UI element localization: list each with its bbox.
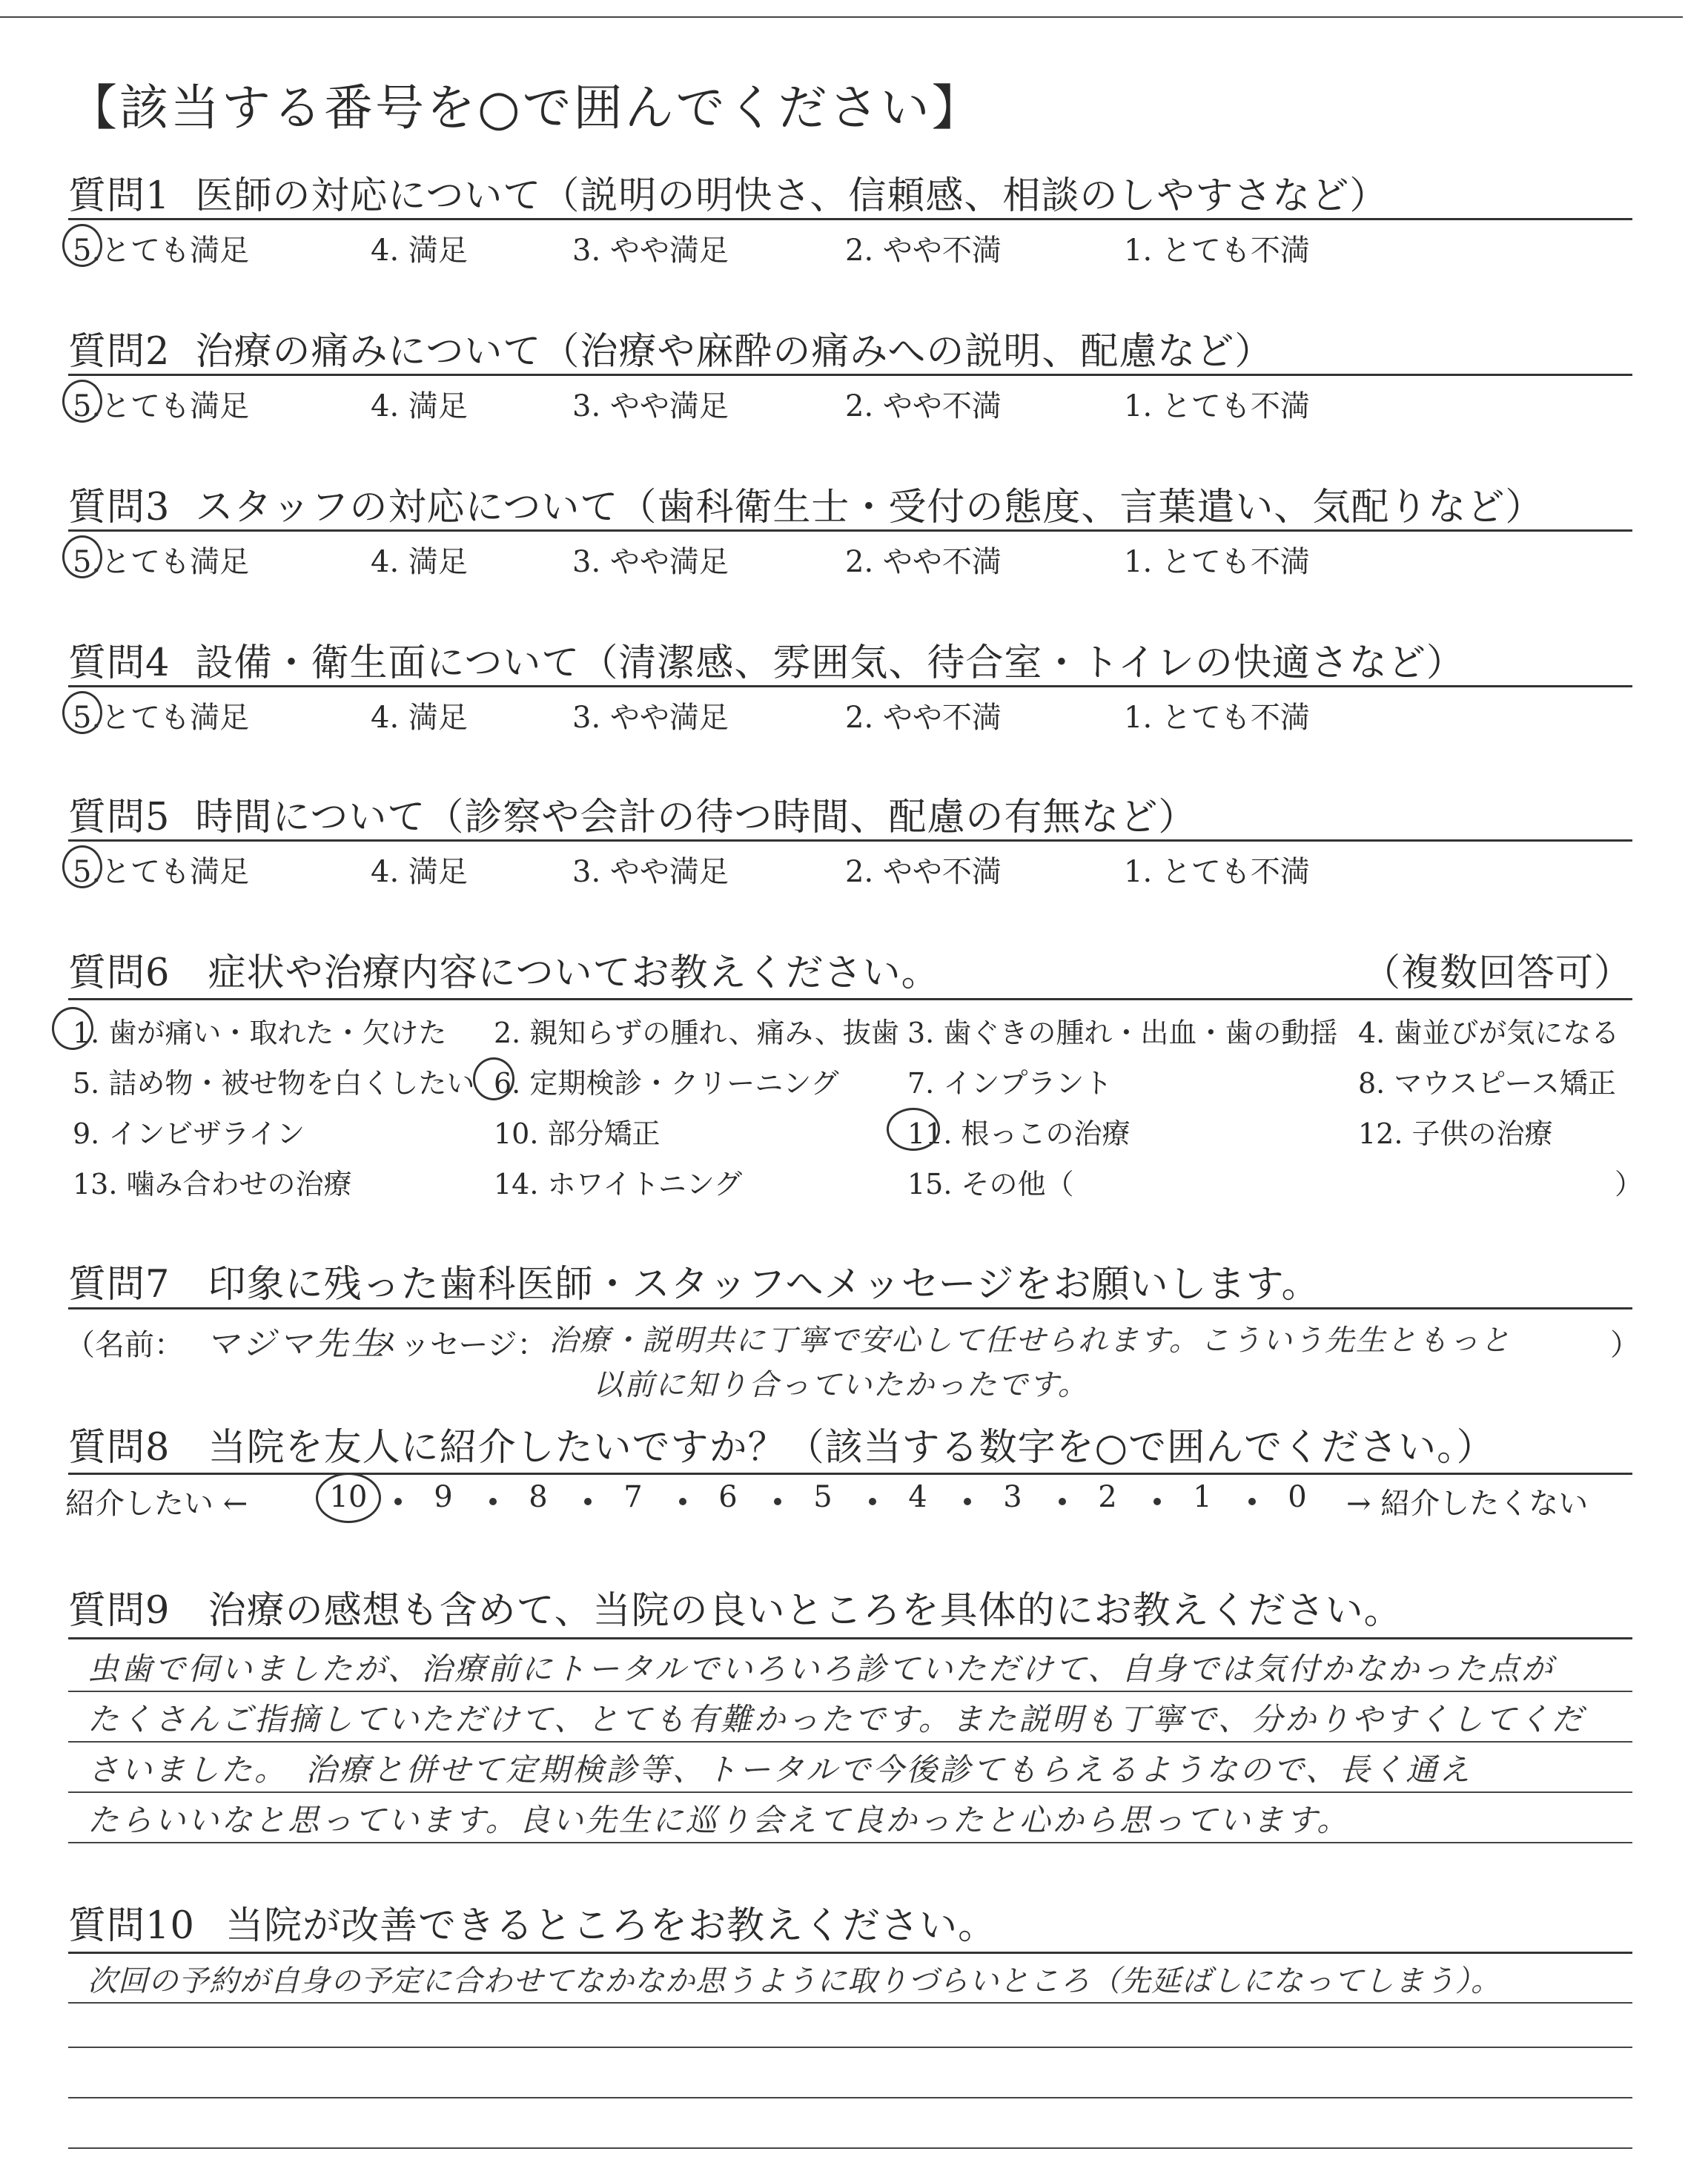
q10-blank-line xyxy=(68,2147,1632,2149)
q6-option[interactable]: 10. 部分矯正 xyxy=(494,1117,661,1150)
rating-option[interactable]: 4. 満足 xyxy=(371,545,468,579)
q6-option[interactable]: 7. インプラント xyxy=(907,1067,1113,1100)
question-label: 質問5 xyxy=(68,796,171,839)
q6-option[interactable]: ） xyxy=(1615,1168,1644,1200)
rating-option[interactable]: 1. とても不満 xyxy=(1124,855,1310,889)
scale-separator-dot xyxy=(394,1498,402,1505)
scale-number[interactable]: 0 xyxy=(1288,1480,1307,1514)
rating-option[interactable]: 2. やや不満 xyxy=(845,234,1002,268)
scale-separator-dot xyxy=(964,1498,971,1505)
q6-option[interactable]: 3. 歯ぐきの腫れ・出血・歯の動揺 xyxy=(907,1017,1338,1049)
rating-option[interactable]: 2. やや不満 xyxy=(845,701,1002,735)
question-rule xyxy=(68,685,1632,687)
handwritten-line[interactable]: 次回の予約が自身の予定に合わせてなかなか思うように取りづらいところ（先延ばしになってしまう）。 xyxy=(87,1964,1501,1998)
scale-number[interactable]: 4 xyxy=(908,1480,927,1514)
q8-rule xyxy=(68,1473,1632,1475)
scale-separator-dot xyxy=(584,1498,592,1505)
q6-option[interactable]: 12. 子供の治療 xyxy=(1358,1117,1553,1150)
rating-option[interactable]: 4. 満足 xyxy=(371,855,468,889)
rating-option[interactable]: 5.とても満足 xyxy=(73,701,250,735)
scale-separator-dot xyxy=(679,1498,686,1505)
rating-option[interactable]: 1. とても不満 xyxy=(1124,389,1310,423)
question-heading xyxy=(68,165,1388,219)
question-rule xyxy=(68,374,1632,376)
rating-option[interactable]: 4. 満足 xyxy=(371,234,468,268)
q10-blank-line xyxy=(68,2047,1632,2048)
question-label: 質問4 xyxy=(68,641,171,685)
scale-number[interactable]: 7 xyxy=(623,1480,643,1514)
q7-message-line1[interactable]: 治療・説明共に丁寧で安心して任せられます。こういう先生ともっと xyxy=(549,1324,1512,1358)
scale-number[interactable]: 10 xyxy=(329,1480,368,1514)
scale-number[interactable]: 9 xyxy=(434,1480,453,1514)
q7-label: 質問7 xyxy=(68,1263,171,1307)
handwritten-line[interactable]: たくさんご指摘していただけて、とても有難かったです。また説明も丁寧で、分かりやすくしてくだ xyxy=(87,1701,1585,1737)
q6-option[interactable]: 9. インビザライン xyxy=(73,1117,305,1150)
rating-option[interactable]: 5.とても満足 xyxy=(73,234,250,268)
q10-label: 質問10 xyxy=(68,1904,195,1948)
scale-separator-dot xyxy=(1153,1498,1161,1505)
q6-option[interactable]: 15. その他（ xyxy=(907,1168,1074,1200)
q6-option[interactable]: 14. ホワイトニング xyxy=(494,1168,743,1200)
rating-option[interactable]: 2. やや不満 xyxy=(845,545,1002,579)
q8-left-label: 紹介したい ← xyxy=(65,1487,248,1521)
handwritten-line[interactable]: たらいいなと思っています。良い先生に巡り会えて良かったと心から思っています。 xyxy=(87,1802,1351,1838)
answer-line xyxy=(68,1791,1632,1793)
page-title: 【該当する番号を○で囲んでください】 xyxy=(68,79,983,136)
q6-option[interactable]: 2. 親知らずの腫れ、痛み、抜歯 xyxy=(494,1017,899,1049)
q7-message-label: メッセージ： xyxy=(371,1328,547,1362)
q6-rule xyxy=(68,998,1632,1000)
rating-option[interactable]: 1. とても不満 xyxy=(1124,234,1310,268)
rating-option[interactable]: 5.とても満足 xyxy=(73,389,250,423)
scale-separator-dot xyxy=(1248,1498,1256,1505)
rating-option[interactable]: 4. 満足 xyxy=(371,701,468,735)
page-top-border xyxy=(0,16,1683,18)
question-text: 医師の対応について（説明の明快さ、信頼感、相談のしやすさなど） xyxy=(195,174,1388,218)
rating-option[interactable]: 5.とても満足 xyxy=(73,545,250,579)
answer-line xyxy=(68,1842,1632,1843)
q7-close-paren: ） xyxy=(1610,1328,1640,1362)
question-rule xyxy=(68,218,1632,220)
q7-name-label: （名前： xyxy=(65,1328,184,1362)
scale-number[interactable]: 6 xyxy=(718,1480,738,1514)
scale-separator-dot xyxy=(774,1498,781,1505)
question-label: 質問2 xyxy=(68,330,171,374)
q6-note: （複数回答可） xyxy=(1363,951,1633,995)
q8-right-label: → 紹介したくない xyxy=(1346,1487,1589,1521)
question-heading xyxy=(68,320,1273,375)
answer-line xyxy=(68,1691,1632,1692)
question-heading xyxy=(68,786,1196,841)
rating-option[interactable]: 3. やや満足 xyxy=(572,545,729,579)
question-label: 質問1 xyxy=(68,174,171,218)
q6-option[interactable]: 4. 歯並びが気になる xyxy=(1358,1017,1620,1049)
answer-line xyxy=(68,1741,1632,1743)
q7-rule xyxy=(68,1307,1632,1309)
handwritten-line[interactable]: さいました。 治療と併せて定期検診等、トータルで今後診てもらえるようなので、長く通え xyxy=(87,1751,1473,1788)
question-rule xyxy=(68,839,1632,842)
q9-label: 質問9 xyxy=(68,1589,171,1633)
q6-heading xyxy=(68,942,940,997)
rating-option[interactable]: 3. やや満足 xyxy=(572,234,729,268)
q10-rule xyxy=(68,1952,1632,1954)
q7-text: 印象に残った歯科医師・スタッフへメッセージをお願いします。 xyxy=(208,1263,1320,1307)
q6-label: 質問6 xyxy=(68,951,171,995)
q8-heading xyxy=(68,1416,1495,1471)
q6-option[interactable]: 5. 詰め物・被せ物を白くしたい xyxy=(73,1067,475,1100)
q6-text: 症状や治療内容についてお教えください。 xyxy=(208,951,940,995)
q6-option[interactable]: 11. 根っこの治療 xyxy=(907,1117,1131,1150)
q10-heading xyxy=(68,1895,996,1949)
scale-number[interactable]: 1 xyxy=(1193,1480,1212,1514)
q8-text: 当院を友人に紹介したいですか？（該当する数字を○で囲んでください。） xyxy=(208,1426,1495,1470)
rating-option[interactable]: 5.とても満足 xyxy=(73,855,250,889)
scale-separator-dot xyxy=(1059,1498,1066,1505)
question-text: 時間について（診察や会計の待つ時間、配慮の有無など） xyxy=(195,796,1197,839)
handwritten-line[interactable]: 虫歯で伺いましたが、治療前にトータルでいろいろ診ていただけて、自身では気付かなかった点が xyxy=(87,1651,1555,1687)
q10-blank-line xyxy=(68,2097,1632,2098)
question-rule xyxy=(68,529,1632,532)
question-text: スタッフの対応について（歯科衛生士・受付の態度、言葉遣い、気配りなど） xyxy=(195,486,1544,529)
rating-option[interactable]: 2. やや不満 xyxy=(845,855,1002,889)
question-label: 質問3 xyxy=(68,486,171,529)
q6-option[interactable]: 1. 歯が痛い・取れた・欠けた xyxy=(73,1017,447,1049)
q6-option[interactable]: 6. 定期検診・クリーニング xyxy=(494,1067,839,1100)
q6-option[interactable]: 13. 噛み合わせの治療 xyxy=(73,1168,352,1200)
scale-number[interactable]: 8 xyxy=(529,1480,548,1514)
scale-number[interactable]: 3 xyxy=(1003,1480,1022,1514)
scale-separator-dot xyxy=(489,1498,497,1505)
rating-option[interactable]: 4. 満足 xyxy=(371,389,468,423)
q10-text: 当院が改善できるところをお教えください。 xyxy=(225,1904,997,1948)
q9-rule xyxy=(68,1637,1632,1639)
q9-text: 治療の感想も含めて、当院の良いところを具体的にお教えください。 xyxy=(208,1589,1403,1633)
q8-label: 質問8 xyxy=(68,1426,171,1470)
rating-option[interactable]: 3. やや満足 xyxy=(572,855,729,889)
q6-option[interactable]: 8. マウスピース矯正 xyxy=(1358,1067,1616,1100)
q7-name-value[interactable]: マジマ先生 xyxy=(206,1325,388,1363)
question-heading xyxy=(68,632,1465,687)
q7-heading xyxy=(68,1253,1320,1308)
rating-option[interactable]: 1. とても不満 xyxy=(1124,701,1310,735)
scale-number[interactable]: 5 xyxy=(813,1480,833,1514)
question-text: 設備・衛生面について（清潔感、雰囲気、待合室・トイレの快適さなど） xyxy=(195,641,1465,685)
question-heading xyxy=(68,476,1543,531)
q9-heading xyxy=(68,1579,1403,1634)
q7-message-line2[interactable]: 以前に知り合っていたかったです。 xyxy=(593,1368,1089,1402)
scale-number[interactable]: 2 xyxy=(1098,1480,1117,1514)
answer-line xyxy=(68,2002,1632,2004)
question-text: 治療の痛みについて（治療や麻酔の痛みへの説明、配慮など） xyxy=(195,330,1274,374)
rating-option[interactable]: 3. やや満足 xyxy=(572,389,729,423)
rating-option[interactable]: 1. とても不満 xyxy=(1124,545,1310,579)
rating-option[interactable]: 2. やや不満 xyxy=(845,389,1002,423)
scale-separator-dot xyxy=(869,1498,876,1505)
rating-option[interactable]: 3. やや満足 xyxy=(572,701,729,735)
